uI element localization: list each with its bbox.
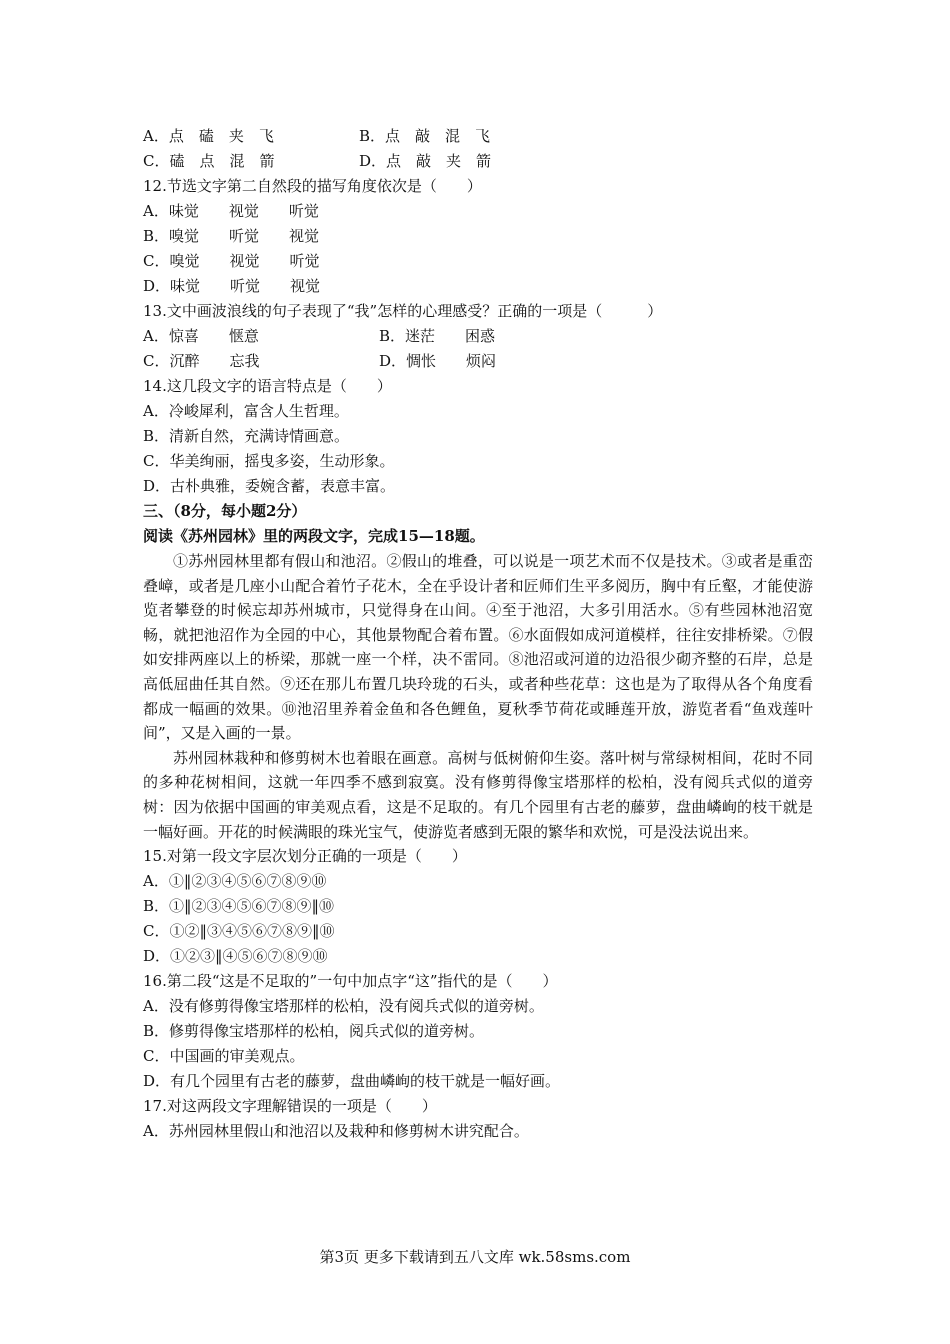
page-footer: 第3页 更多下载请到五八文库 wk.58sms.com: [319, 1248, 631, 1266]
q16-stem: 16.第二段“这是不足取的”一句中加点字“这”指代的是（ ）: [143, 972, 558, 991]
q15-option-c: C．①②‖③④⑤⑥⑦⑧⑨‖⑩: [143, 922, 335, 941]
section-3-instruction: 阅读《苏州园林》里的两段文字，完成15—18题。: [143, 527, 485, 545]
q11-option-d: D．点 敲 夹 箭: [359, 152, 492, 170]
q17-option-a: A．苏州园林里假山和池沼以及栽种和修剪树木讲究配合。: [143, 1122, 529, 1141]
section-3-heading: 三、（8分，每小题2分）: [143, 502, 307, 520]
q16-option-a: A．没有修剪得像宝塔那样的松柏，没有阅兵式似的道旁树。: [143, 997, 544, 1016]
q13-option-c: C．沉醉 忘我: [143, 352, 260, 370]
q14-stem: 14.这几段文字的语言特点是（ ）: [143, 377, 392, 395]
q16-option-b: B．修剪得像宝塔那样的松柏，阅兵式似的道旁树。: [143, 1022, 485, 1041]
q12-option-c: C．嗅觉 视觉 听觉: [143, 252, 320, 270]
q11-options-row-1: [143, 124, 813, 149]
passage-paragraph-2: 苏州园林栽种和修剪树木也着眼在画意。高树与低树俯仰生姿。落叶树与常绿树相间，花时不同的多种花树相间，这就一年四季不感到寂寞。没有修剪得像宝塔那样的松柏，没有阅兵式似的道旁树：因为依据中国画的审美观点看，这是不足取的。有几个园里有古老的藤萝，盘曲嶙峋的枝干就是一幅好画。开花的时候满眼的珠光宝气，使游览者感到无限的繁华和欢悦，可是没法说出来。: [143, 748, 813, 841]
q15-option-d: D．①②③‖④⑤⑥⑦⑧⑨⑩: [143, 947, 328, 966]
q13-option-b: B．迷茫 困惑: [379, 327, 496, 345]
q11-option-b: B．点 敲 混 飞: [359, 127, 491, 145]
q12-option-b: B．嗅觉 听觉 视觉: [143, 227, 320, 245]
q12-stem: 12.节选文字第二自然段的描写角度依次是（ ）: [143, 177, 482, 195]
q14-option-c: C．华美绚丽，摇曳多姿，生动形象。: [143, 452, 395, 470]
passage-paragraph-1: ①苏州园林里都有假山和池沼。②假山的堆叠，可以说是一项艺术而不仅是技术。③或者是重峦叠嶂，或者是几座小山配合着竹子花木，全在乎设计者和匠师们生平多阅历，胸中有丘壑，才能使游览者攀登的时候忘却苏州城市，只觉得身在山间。④至于池沼，大多引用活水。⑤有些园林池沼宽畅，就把池沼作为全园的中心，其他景物配合着布置。⑥水面假如成河道模样，往往安排桥梁。⑦假如安排两座以上的桥梁，那就一座一个样，决不雷同。⑧池沼或河道的边沿很少砌齐整的石岸，总是高低屈曲任其自然。⑨还在那儿布置几块玲珑的石头，或者种些花草：这也是为了取得从各个角度看都成一幅画的效果。⑩池沼里养着金鱼和各色鲤鱼，夏秋季节荷花或睡莲开放，游览者看“鱼戏莲叶间”，又是入画的一景。: [143, 552, 813, 743]
q16-option-c: C．中国画的审美观点。: [143, 1047, 305, 1066]
page-content: [143, 124, 813, 1144]
q16-option-d: D．有几个园里有古老的藤萝，盘曲嶙峋的枝干就是一幅好画。: [143, 1072, 561, 1091]
q13-options-row-1: [143, 324, 813, 349]
q12-option-d: D．味觉 听觉 视觉: [143, 277, 321, 295]
q14-option-d: D．古朴典雅，委婉含蓄，表意丰富。: [143, 477, 396, 495]
q11-option-a: A．点 磕 夹 飞: [143, 127, 274, 145]
q15-option-b: B．①‖②③④⑤⑥⑦⑧⑨‖⑩: [143, 897, 335, 916]
q13-stem: 13.文中画波浪线的句子表现了“我”怎样的心理感受？正确的一项是（ ）: [143, 302, 663, 320]
q12-option-a: A．味觉 视觉 听觉: [143, 202, 319, 220]
q13-option-a: A．惊喜 惬意: [143, 327, 259, 345]
q11-option-c: C．磕 点 混 箭: [143, 152, 275, 170]
q13-option-d: D．惆怅 烦闷: [379, 352, 497, 370]
q17-stem: 17.对这两段文字理解错误的一项是（ ）: [143, 1097, 437, 1116]
q14-option-b: B．清新自然，充满诗情画意。: [143, 427, 350, 445]
q15-option-a: A．①‖②③④⑤⑥⑦⑧⑨⑩: [143, 872, 327, 891]
q15-stem: 15.对第一段文字层次划分正确的一项是（ ）: [143, 847, 467, 866]
q11-options-row-2: [143, 149, 813, 174]
q14-option-a: A．冷峻犀利，富含人生哲理。: [143, 402, 349, 420]
q13-options-row-2: [143, 349, 813, 374]
